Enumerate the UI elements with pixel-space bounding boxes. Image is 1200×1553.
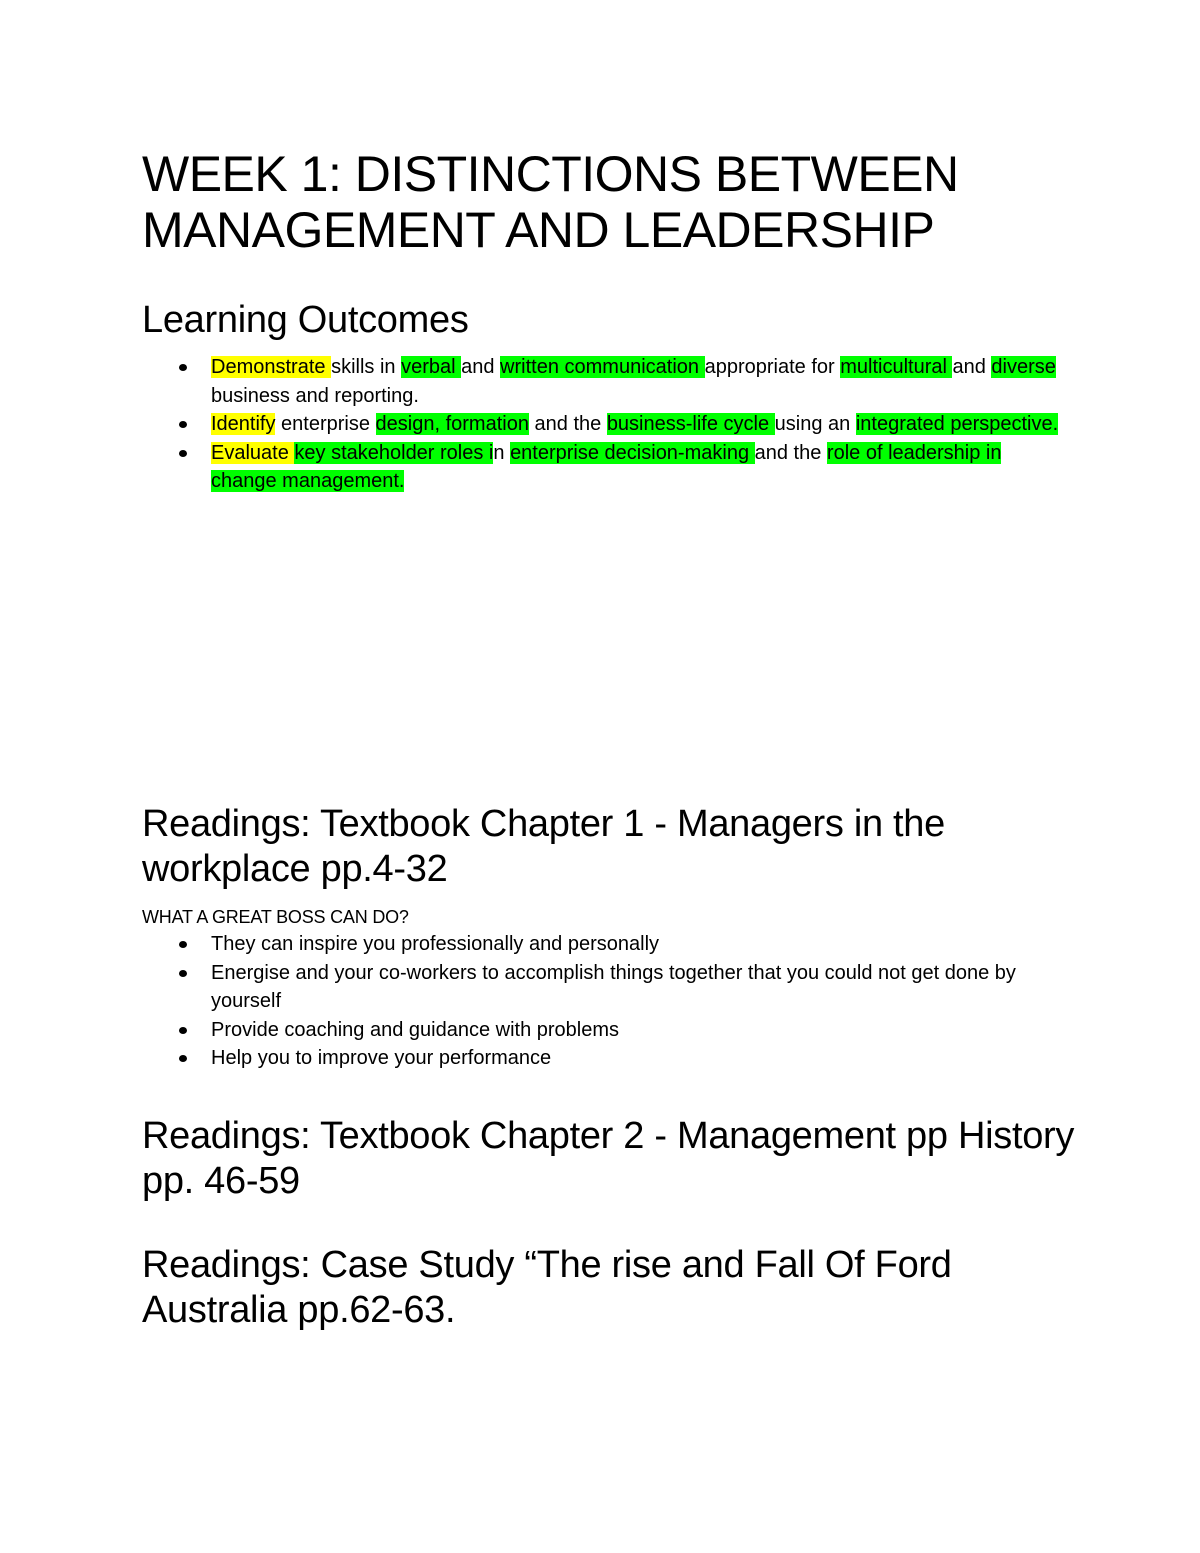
text-run: enterprise: [275, 413, 376, 436]
highlight-green: role of leadership in change management.: [211, 441, 1002, 493]
highlight-yellow: Identify: [211, 413, 276, 436]
highlight-green: verbal: [401, 356, 462, 378]
learning-outcome-text: [211, 413, 1058, 435]
list-item: [142, 959, 1062, 1016]
highlight-green: design, formation: [375, 413, 529, 436]
highlight-yellow: Demonstrate: [211, 356, 332, 378]
bullet-icon: [179, 364, 187, 371]
highlight-yellow: Evaluate: [211, 441, 295, 464]
reading-1-heading: Readings: Textbook Chapter 1 - Managers in the workplace pp.4-32: [142, 803, 945, 890]
text-run: business and reporting.: [211, 384, 419, 407]
learning-outcome-text: [211, 442, 1001, 493]
learning-outcome-item: [142, 439, 1062, 496]
learning-outcome-text: [211, 356, 1056, 407]
highlight-green: written communication: [500, 356, 705, 378]
bullet-icon: [179, 450, 187, 457]
list-item-text: Help you to improve your performance: [211, 1047, 552, 1070]
list-item: [142, 1016, 1062, 1045]
great-boss-list: [142, 930, 1062, 1073]
learning-outcome-item: [142, 410, 1062, 439]
learning-outcomes-list: [142, 353, 1062, 496]
bullet-icon: [179, 1027, 187, 1034]
text-run: and: [952, 356, 992, 378]
text-run: skills in: [331, 356, 402, 378]
list-item-text: They can inspire you professionally and personally: [211, 933, 660, 955]
bullet-icon: [179, 1055, 187, 1062]
learning-outcome-item: [142, 353, 1062, 410]
text-run: using an: [774, 413, 856, 436]
highlight-green: multicultural: [840, 356, 953, 378]
reading-3-heading: Readings: Case Study “The rise and Fall Of Ford Australia pp.62-63.: [142, 1244, 952, 1331]
list-item-text: Energise and your co-workers to accomplish things together that you could not get done by yourself: [211, 961, 1016, 1013]
text-run: and: [461, 356, 501, 378]
list-item: [142, 1044, 1062, 1073]
page-title: WEEK 1: DISTINCTIONS BETWEEN MANAGEMENT AND LEADERSHIP: [142, 146, 959, 258]
list-item-text: Provide coaching and guidance with problems: [211, 1018, 620, 1041]
highlight-green: diverse: [991, 356, 1056, 378]
highlight-green: integrated perspective.: [855, 413, 1059, 436]
list-item: [142, 930, 1062, 959]
text-run: appropriate for: [704, 356, 841, 378]
learning-outcomes-heading: Learning Outcomes: [142, 299, 469, 341]
highlight-green: key stakeholder roles i: [294, 441, 494, 464]
bullet-icon: [179, 421, 187, 428]
great-boss-subheading: WHAT A GREAT BOSS CAN DO?: [142, 907, 409, 927]
bullet-icon: [179, 970, 187, 977]
text-run: and the: [528, 413, 607, 436]
highlight-green: business-life cycle: [606, 413, 775, 436]
bullet-icon: [179, 941, 187, 948]
text-run: and the: [754, 441, 827, 464]
text-run: n: [493, 441, 511, 464]
highlight-green: enterprise decision-making: [510, 441, 755, 464]
reading-2-heading: Readings: Textbook Chapter 2 - Management pp History pp. 46-59: [142, 1115, 1075, 1202]
